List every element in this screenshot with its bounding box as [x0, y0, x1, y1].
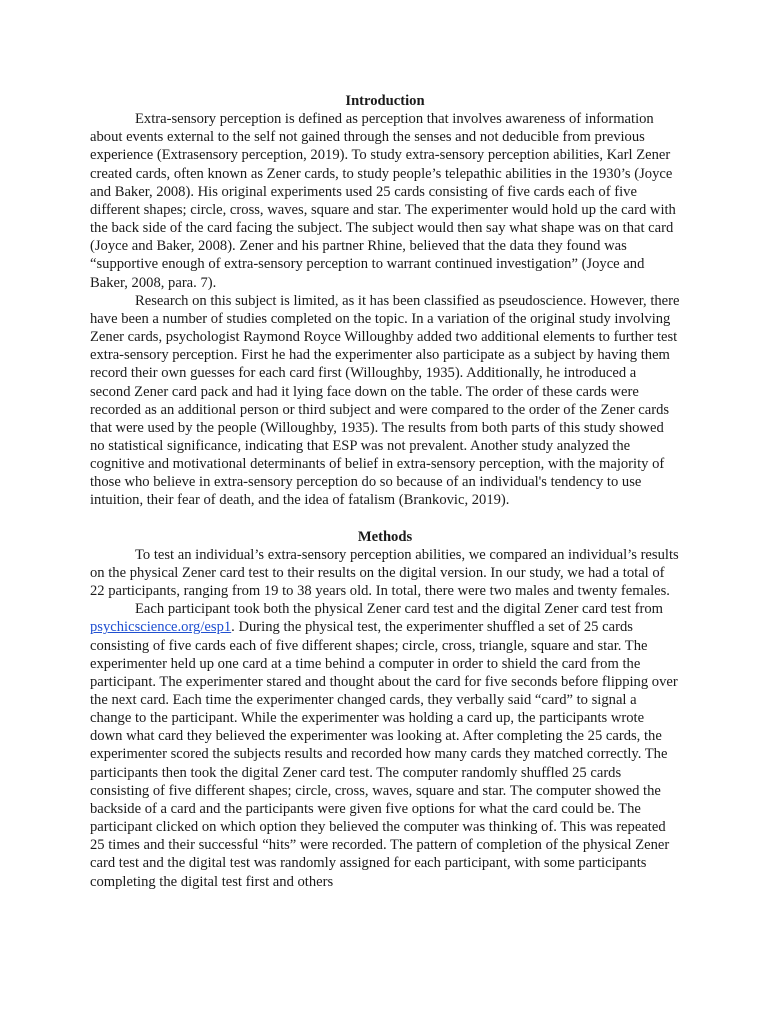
- methods-heading: Methods: [357, 528, 413, 545]
- methods-paragraph: [90, 600, 680, 891]
- document-body: [90, 92, 680, 891]
- methods-paragraph-text: . During the physical test, the experimenter shuffled a set of 25 cards consisting of five cards each of five different shapes; circle, cross, triangle, square and star. The experimenter held up one card at a time behind a computer in order to shield the card from the participant. The experimenter stared and thought about the card for five seconds before flipping over the next card. Each time the experimenter changed cards, they verbally said “card” to signal a change to the participant. While the experimenter was holding a card up, the participants wrote down what card they believed the experimenter was looking at. After completing the 25 cards, the experimenter scored the subjects results and recorded how many cards they matched correctly. The participants then took the digital Zener card test. The computer randomly shuffled 25 cards consisting of five different shapes; circle, cross, waves, square and star. The computer showed the backside of a card and the participants were given five options for what the card could be. The participant clicked on which option they believed the computer was thinking of. This was repeated 25 times and their successful “hits” were recorded. The pattern of completion of the physical Zener card test and the digital test was randomly assigned for each participant, with some participants completing the digital test first and others: [90, 619, 678, 890]
- introduction-paragraph: Extra-sensory perception is defined as perception that involves awareness of information about events external to the self not gained through the senses and not deducible from previous experience (Extrasensory perception, 2019). To study extra-sensory perception abilities, Karl Zener created cards, often known as Zener cards, to study people’s telepathic abilities in the 1930’s (Joyce and Baker, 2008). His original experiments used 25 cards consisting of five cards each of five different shapes; circle, cross, waves, square and star. The experimenter would hold up the card with the back side of the card facing the subject. The subject would then say what shape was on that card (Joyce and Baker, 2008). Zener and his partner Rhine, believed that the data they found was “supportive enough of extra-sensory perception to warrant continued investigation” (Joyce and Baker, 2008, para. 7).: [90, 111, 676, 291]
- introduction-heading: Introduction: [345, 93, 425, 109]
- psychicscience-link[interactable]: psychicscience.org/esp1: [90, 619, 232, 636]
- introduction-paragraph: Research on this subject is limited, as it has been classified as pseudoscience. However, there have been a number of studies completed on the topic. In a variation of the original study involving Zener cards, psychologist Raymond Royce Willoughby added two additional elements to further test extra-sensory perception. First he had the experimenter also participate as a subject by having them record their own guesses for each card first (Willoughby, 1935). Additionally, he introduced a second Zener card pack and had it lying face down on the table. The order of these cards were recorded as an additional person or third subject and were compared to the order of the Zener cards that were used by the people (Willoughby, 1935). The results from both parts of this study showed no statistical significance, indicating that ESP was not prevalent. Another study analyzed the cognitive and motivational determinants of belief in extra-sensory perception, with the majority of those who believe in extra-sensory perception do so because of an individual's tendency to use intuition, their fear of death, and the idea of fatalism (Brankovic, 2019).: [90, 292, 680, 509]
- methods-paragraph: To test an individual’s extra-sensory perception abilities, we compared an individual’s results on the physical Zener card test to their results on the digital version. In our study, we had a total of 22 participants, ranging from 19 to 38 years old. In total, there were two males and twenty females.: [90, 546, 679, 600]
- section-spacer: [90, 510, 680, 528]
- methods-paragraph-text: Each participant took both the physical Zener card test and the digital Zener card test from: [135, 601, 664, 618]
